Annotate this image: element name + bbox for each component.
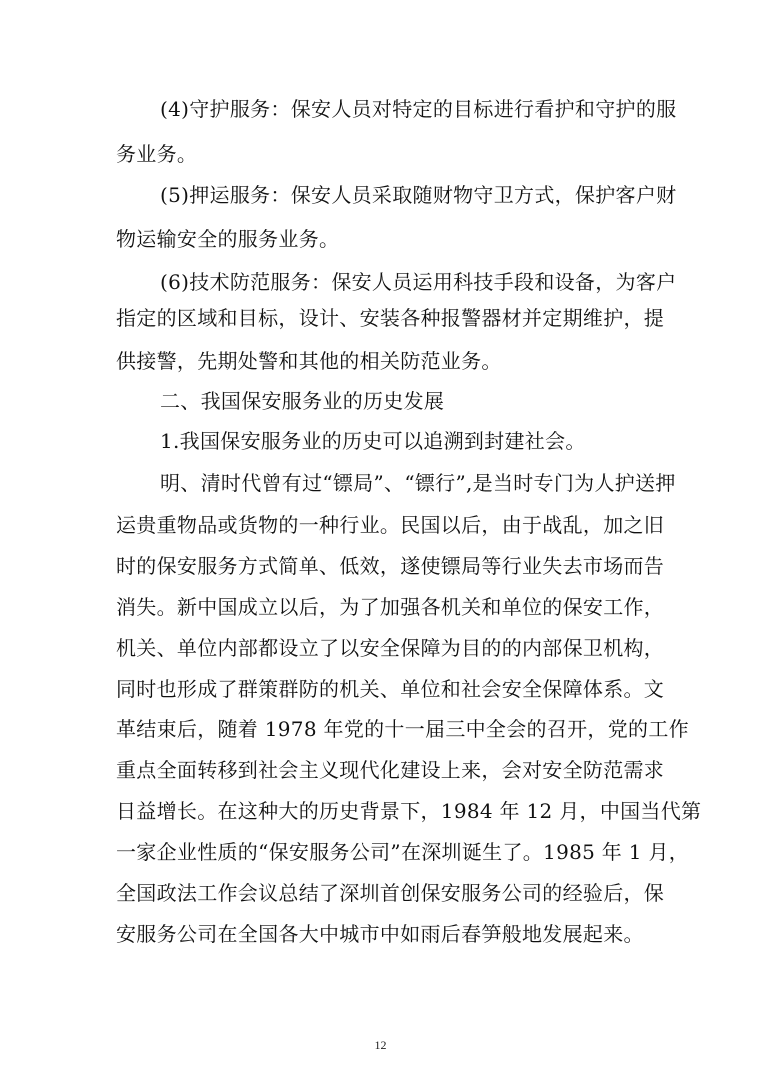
paragraph-line: 重点全面转移到社会主义现代化建设上来，会对安全防范需求 (116, 758, 665, 782)
paragraph-line: 时的保安服务方式简单、低效，遂使镖局等行业失去市场而告 (116, 554, 665, 578)
paragraph-line: 供接警，先期处警和其他的相关防范业务。 (116, 349, 502, 373)
paragraph-line: 明、清时代曾有过“镖局”、“镖行”,是当时专门为人护送押 (160, 471, 676, 495)
paragraph-line: 安服务公司在全国各大中城市中如雨后春笋般地发展起来。 (116, 922, 644, 946)
paragraph-line: (6)技术防范服务：保安人员运用科技手段和设备，为客户 (160, 270, 677, 294)
paragraph-line: 运贵重物品或货物的一种行业。民国以后，由于战乱，加之旧 (116, 513, 665, 537)
paragraph-line: (5)押运服务：保安人员采取随财物守卫方式，保护客户财 (160, 183, 677, 207)
paragraph-line: 机关、单位内部都设立了以安全保障为目的的内部保卫机构， (116, 636, 665, 660)
paragraph-line: 务业务。 (116, 142, 198, 166)
page-number: 12 (374, 1038, 387, 1052)
paragraph-line: (4)守护服务：保安人员对特定的目标进行看护和守护的服 (160, 97, 677, 121)
paragraph-line: 革结束后，随着 1978 年党的十一届三中全会的召开，党的工作 (116, 717, 689, 741)
paragraph-line: 一家企业性质的“保安服务公司”在深圳诞生了。1985 年 1 月， (116, 840, 690, 864)
paragraph-line: 指定的区域和目标，设计、安装各种报警器材并定期维护，提 (116, 306, 665, 330)
paragraph-line: 全国政法工作会议总结了深圳首创保安服务公司的经验后，保 (116, 881, 665, 905)
paragraph-line: 1.我国保安服务业的历史可以追溯到封建社会。 (160, 429, 586, 453)
paragraph-line: 日益增长。在这种大的历史背景下，1984 年 12 月，中国当代第 (116, 799, 702, 823)
paragraph-line: 同时也形成了群策群防的机关、单位和社会安全保障体系。文 (116, 677, 665, 701)
paragraph-line: 物运输安全的服务业务。 (116, 227, 340, 251)
paragraph-line: 消失。新中国成立以后，为了加强各机关和单位的保安工作， (116, 595, 665, 619)
section-heading: 二、我国保安服务业的历史发展 (160, 389, 445, 413)
